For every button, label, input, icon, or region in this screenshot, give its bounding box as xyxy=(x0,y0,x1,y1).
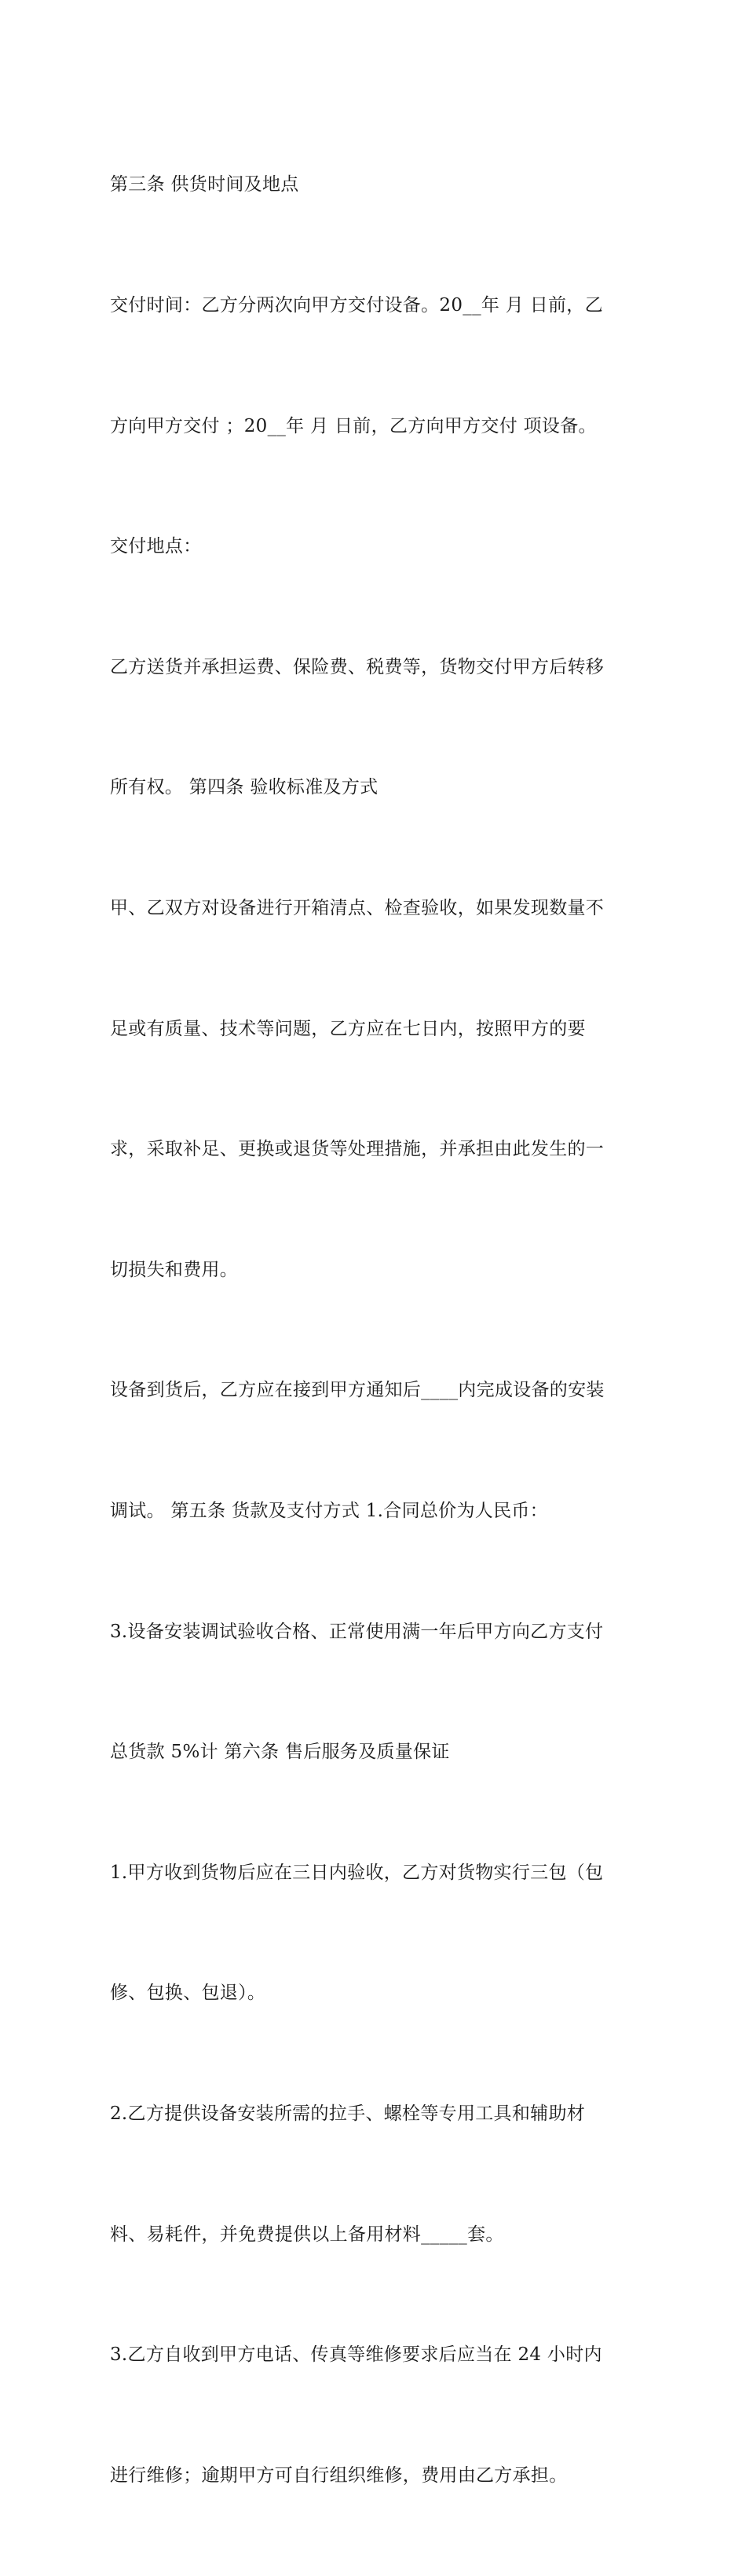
text-line-3: 方向甲方交付 ；20__年 月 日前，乙方向甲方交付 项设备。 xyxy=(110,415,597,436)
text-line-9: 求，采取补足、更换或退货等处理措施，并承担由此发生的一 xyxy=(110,1139,605,1160)
text-line-6: 所有权。 第四条 验收标准及方式 xyxy=(110,777,378,798)
text-line-11: 设备到货后，乙方应在接到甲方通知后____内完成设备的安装 xyxy=(110,1380,605,1401)
text-line-8: 足或有质量、技术等问题，乙方应在七日内，按照甲方的要 xyxy=(110,1018,586,1039)
text-line-12: 调试。 第五条 货款及支付方式 1.合同总价为人民币： xyxy=(110,1500,548,1521)
text-line-18: 料、易耗件，并免费提供以上备用材料_____套。 xyxy=(110,2224,504,2245)
text-line-10: 切损失和费用。 xyxy=(110,1259,239,1280)
text-line-14: 总货款 5%计 第六条 售后服务及质量保证 xyxy=(110,1742,450,1763)
text-line-20: 进行维修；逾期甲方可自行组织维修，费用由乙方承担。 xyxy=(110,2465,568,2486)
text-line-16: 修、包换、包退）。 xyxy=(110,1983,266,2004)
contract-text-body xyxy=(110,85,652,2576)
text-line-2: 交付时间：乙方分两次向甲方交付设备。20__年 月 日前，乙 xyxy=(110,295,603,316)
text-line-7: 甲、乙双方对设备进行开箱清点、检查验收，如果发现数量不 xyxy=(110,897,605,918)
text-line-19: 3.乙方自收到甲方电话、传真等维修要求后应当在 24 小时内 xyxy=(110,2344,602,2366)
text-line-17: 2.乙方提供设备安装所需的拉手、螺栓等专用工具和辅助材 xyxy=(110,2103,586,2124)
text-line-5: 乙方送货并承担运费、保险费、税费等，货物交付甲方后转移 xyxy=(110,656,605,677)
text-line-1: 第三条 供货时间及地点 xyxy=(110,174,299,195)
text-line-15: 1.甲方收到货物后应在三日内验收，乙方对货物实行三包（包 xyxy=(110,1862,604,1883)
text-line-4: 交付地点： xyxy=(110,536,202,557)
text-line-13: 3.设备安装调试验收合格、正常使用满一年后甲方向乙方支付 xyxy=(110,1621,604,1642)
